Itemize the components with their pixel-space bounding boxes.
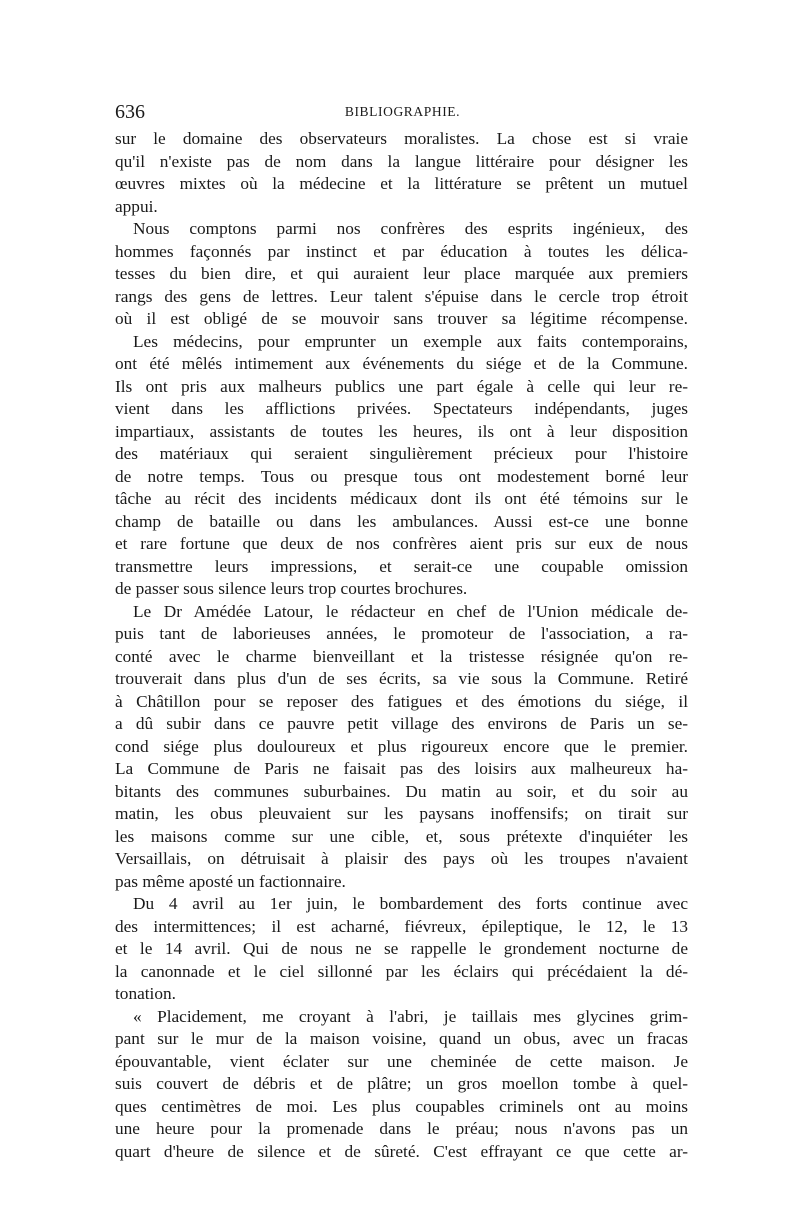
text-line: ques centimètres de moi. Les plus coupables criminels ont au moins <box>115 1096 688 1116</box>
text-line: œuvres mixtes où la médecine et la littérature se prêtent un mutuel <box>115 174 688 193</box>
text-line: Le Dr Amédée Latour, le rédacteur en chef de l'Union médicale de- <box>133 601 688 621</box>
text-line: tesses du bien dire, et qui auraient leur place marquée aux premiers <box>115 264 688 283</box>
text-line: champ de bataille ou dans les ambulances. Aussi est-ce une bonne <box>115 511 688 531</box>
text-line: et rare fortune que deux de nos confrères aient pris sur eux de nous <box>115 534 688 553</box>
text-line: pant sur le mur de la maison voisine, quand un obus, avec un fracas <box>115 1029 688 1048</box>
text-line: impartiaux, assistants de toutes les heures, ils ont à leur disposition <box>115 421 688 441</box>
text-line: pas même aposté un factionnaire. <box>115 871 346 891</box>
text-line: vient dans les afflictions privées. Spectateurs indépendants, juges <box>115 399 688 418</box>
text-line: des intermittences; il est acharné, fiévreux, épileptique, le 12, le 13 <box>115 916 688 936</box>
text-line: matin, les obus pleuvaient sur les paysans inoffensifs; on tirait sur <box>115 804 688 823</box>
text-line: épouvantable, vient éclater sur une cheminée de cette maison. Je <box>115 1051 688 1071</box>
text-line: la canonnade et le ciel sillonné par les éclairs qui précédaient la dé- <box>115 961 688 981</box>
text-line: suis couvert de débris et de plâtre; un gros moellon tombe à quel- <box>115 1074 688 1093</box>
body-text <box>115 128 688 1163</box>
text-line: conté avec le charme bienveillant et la tristesse résignée qu'on re- <box>115 646 688 666</box>
text-line: quart d'heure de silence et de sûreté. C'est effrayant ce que cette ar- <box>115 1141 688 1161</box>
text-line: des matériaux qui seraient singulièrement précieux pour l'histoire <box>115 444 688 463</box>
text-line: et le 14 avril. Qui de nous ne se rappelle le grondement nocturne de <box>115 939 688 958</box>
text-line: une heure pour la promenade dans le préau; nous n'avons pas un <box>115 1119 688 1138</box>
text-line: à Châtillon pour se reposer des fatigues et des émotions du siége, il <box>115 691 688 711</box>
text-line: Du 4 avril au 1er juin, le bombardement des forts continue avec <box>133 894 688 913</box>
text-line: Ils ont pris aux malheurs publics une part égale à celle qui leur re- <box>115 376 688 396</box>
text-line: de notre temps. Tous ou presque tous ont modestement borné leur <box>115 466 688 486</box>
text-line: de passer sous silence leurs trop courtes brochures. <box>115 579 468 598</box>
section-title: BIBLIOGRAPHIE. <box>344 104 461 119</box>
text-line: puis tant de laborieuses années, le promoteur de l'association, a ra- <box>115 624 688 643</box>
text-line: qu'il n'existe pas de nom dans la langue littéraire pour désigner les <box>115 151 688 171</box>
text-line: trouverait dans plus d'un de ses écrits, sa vie sous la Commune. Retiré <box>115 669 688 688</box>
text-line: ont été mêlés intimement aux événements du siége et de la Commune. <box>115 354 688 373</box>
text-line: où il est obligé de se mouvoir sans trouver sa légitime récompense. <box>115 309 688 328</box>
text-line: Les médecins, pour emprunter un exemple aux faits contemporains, <box>133 331 688 351</box>
text-line: hommes façonnés par instinct et par éducation à toutes les délica- <box>115 241 688 261</box>
text-line: sur le domaine des observateurs moralistes. La chose est si vraie <box>115 129 688 148</box>
text-line: La Commune de Paris ne faisait pas des loisirs aux malheureux ha- <box>115 759 688 778</box>
text-line: tâche au récit des incidents médicaux dont ils ont été témoins sur le <box>115 489 688 508</box>
text-line: tonation. <box>115 984 176 1003</box>
page-number: 636 <box>115 101 145 123</box>
running-head <box>115 100 690 124</box>
text-line: a dû subir dans ce pauvre petit village des environs de Paris un se- <box>115 714 688 733</box>
text-line: bitants des communes suburbaines. Du matin au soir, et du soir au <box>115 781 688 801</box>
text-line: appui. <box>115 196 158 216</box>
text-line: Nous comptons parmi nos confrères des esprits ingénieux, des <box>133 219 688 238</box>
text-line: cond siége plus douloureux et plus rigoureux encore que le premier. <box>115 736 688 756</box>
text-line: transmettre leurs impressions, et serait-ce une coupable omission <box>115 556 688 576</box>
text-line: « Placidement, me croyant à l'abri, je taillais mes glycines grim- <box>133 1006 688 1026</box>
text-line: rangs des gens de lettres. Leur talent s'épuise dans le cercle trop étroit <box>115 286 688 306</box>
text-line: les maisons comme sur une cible, et, sous prétexte d'inquiéter les <box>115 826 688 846</box>
text-line: Versaillais, on détruisait à plaisir des pays où les troupes n'avaient <box>115 849 688 868</box>
